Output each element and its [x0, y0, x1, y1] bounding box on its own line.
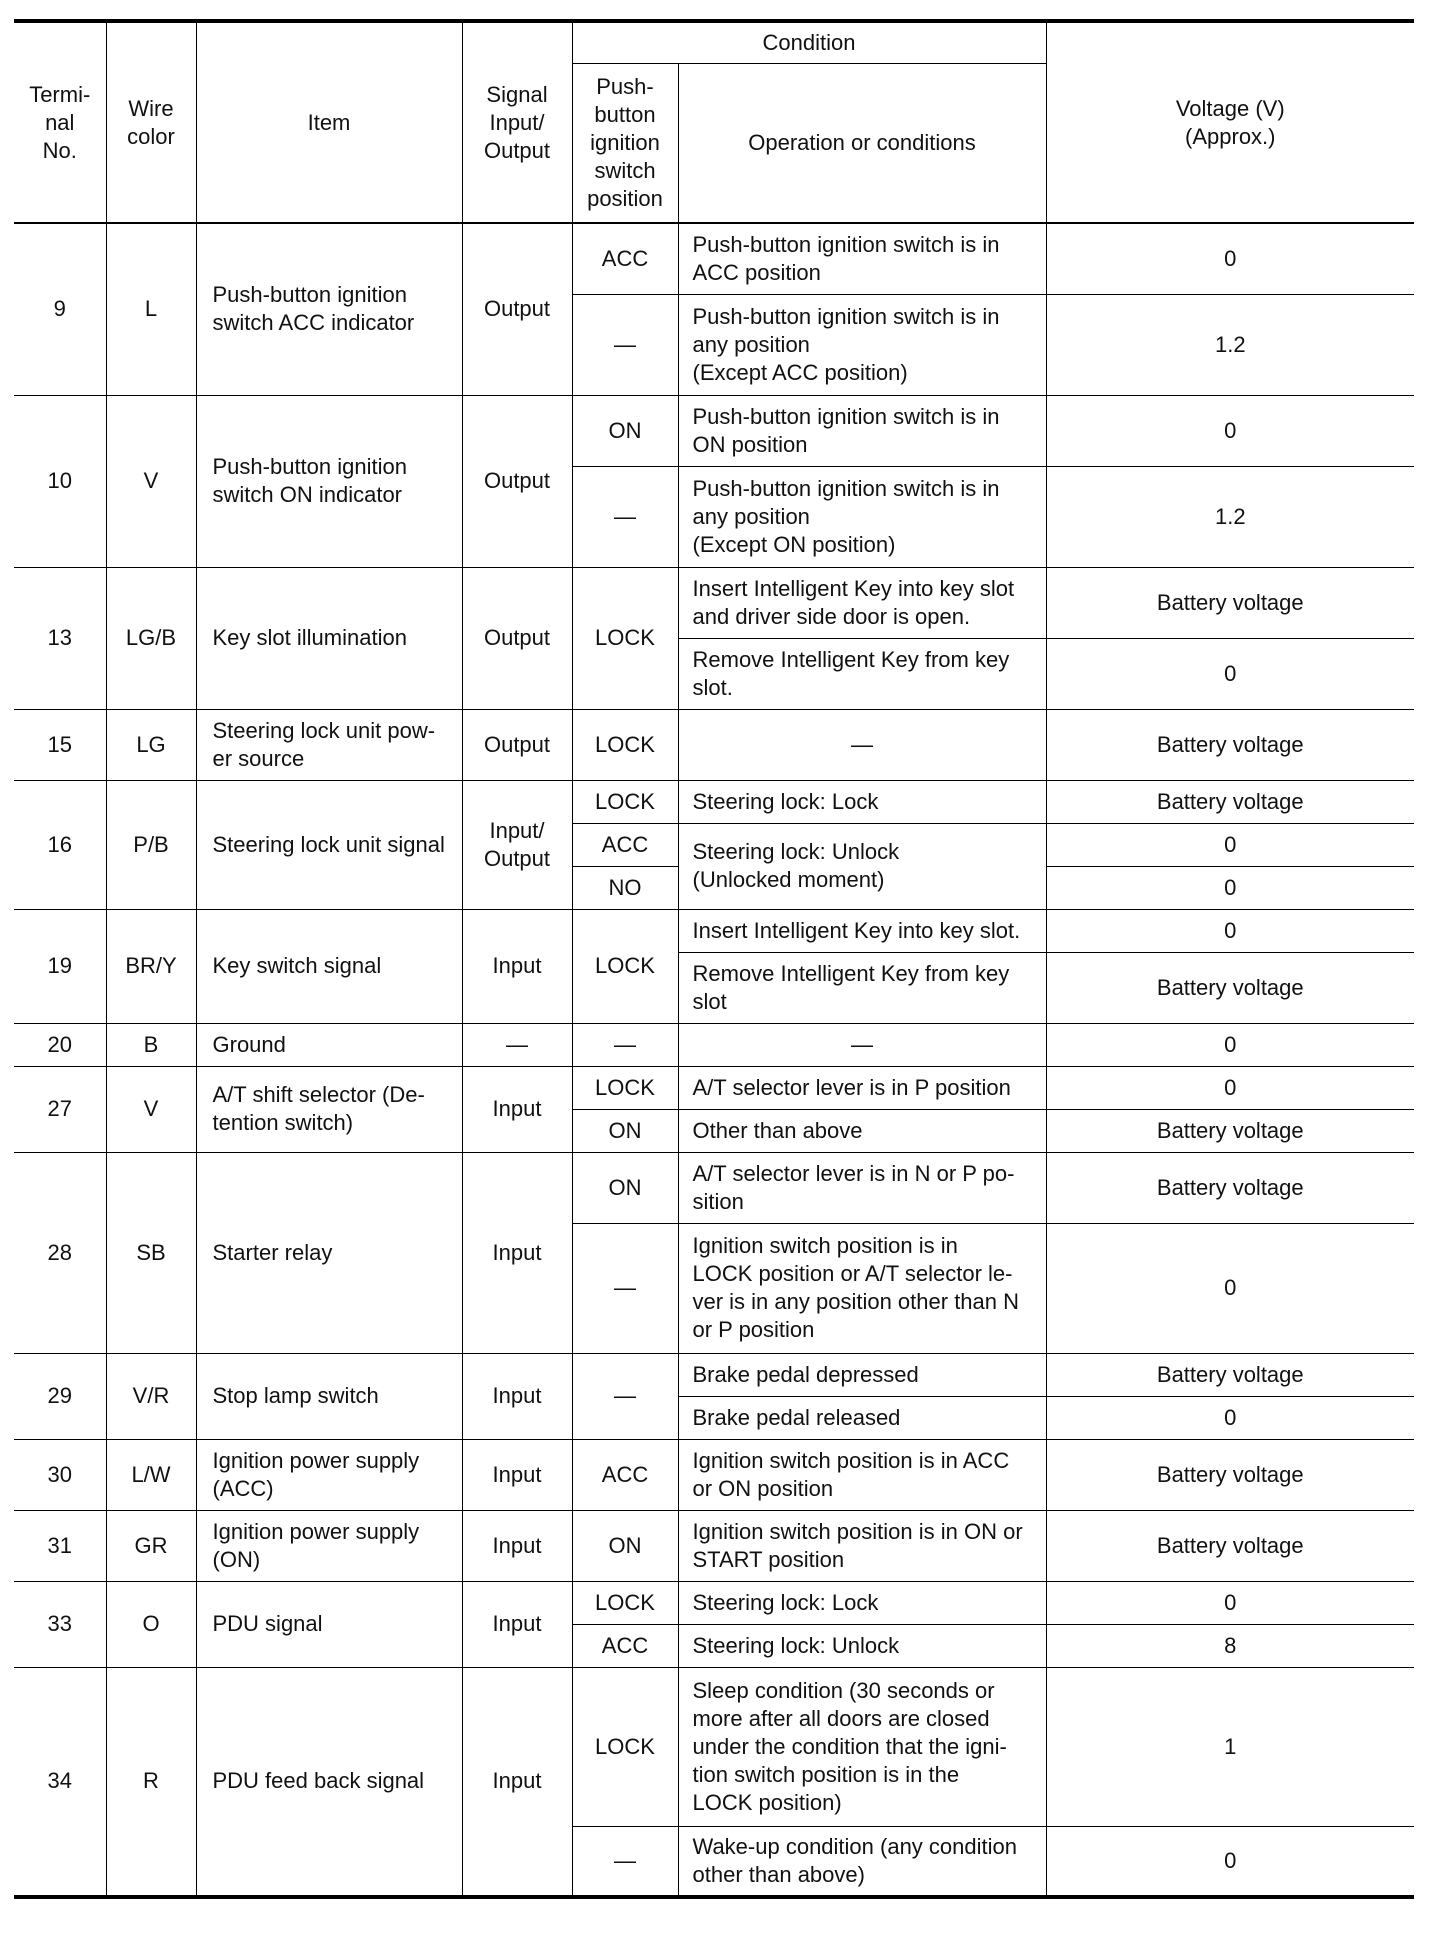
voltage-value: Battery voltage: [1046, 1152, 1414, 1223]
terminal-no: 30: [14, 1439, 106, 1510]
terminal-no: 10: [14, 395, 106, 567]
voltage-value: 0: [1046, 1396, 1414, 1439]
voltage-value: Battery voltage: [1046, 709, 1414, 780]
item-name: Steering lock unit pow- er source: [196, 709, 462, 780]
terminal-no: 28: [14, 1152, 106, 1353]
item-name: PDU feed back signal: [196, 1667, 462, 1897]
item-name: Push-button ignition switch ON indicator: [196, 395, 462, 567]
operation-condition: Sleep condition (30 seconds or more after all doors are closed under the condition that the igni- tion switch position is in the LOCK position): [678, 1667, 1046, 1826]
voltage-value: 0: [1046, 223, 1414, 294]
voltage-value: 0: [1046, 1023, 1414, 1066]
signal-io: Input: [462, 1152, 572, 1353]
voltage-value: 0: [1046, 1581, 1414, 1624]
operation-condition: Ignition switch position is in ON or START position: [678, 1510, 1046, 1581]
header-signal-io: Signal Input/ Output: [462, 21, 572, 223]
signal-io: Input/ Output: [462, 780, 572, 909]
voltage-value: Battery voltage: [1046, 567, 1414, 638]
item-name: Ground: [196, 1023, 462, 1066]
signal-io: Input: [462, 1581, 572, 1667]
switch-position: —: [572, 1826, 678, 1897]
item-name: Key slot illumination: [196, 567, 462, 709]
switch-position: LOCK: [572, 567, 678, 709]
switch-position: ON: [572, 395, 678, 466]
voltage-value: 0: [1046, 395, 1414, 466]
table-row: [14, 1667, 1414, 1826]
table-row: [14, 1439, 1414, 1510]
table-row: [14, 780, 1414, 823]
switch-position: ON: [572, 1152, 678, 1223]
switch-position: —: [572, 1223, 678, 1353]
operation-condition: Steering lock: Unlock: [678, 1624, 1046, 1667]
operation-condition: Steering lock: Unlock (Unlocked moment): [678, 823, 1046, 909]
signal-io: Input: [462, 1510, 572, 1581]
operation-condition: Steering lock: Lock: [678, 1581, 1046, 1624]
voltage-value: 0: [1046, 1826, 1414, 1897]
switch-position: ON: [572, 1109, 678, 1152]
wire-color: O: [106, 1581, 196, 1667]
item-name: Steering lock unit signal: [196, 780, 462, 909]
wire-color: L/W: [106, 1439, 196, 1510]
signal-io: Input: [462, 1066, 572, 1152]
operation-condition: A/T selector lever is in N or P po- sition: [678, 1152, 1046, 1223]
table-row: [14, 1152, 1414, 1223]
wire-color: V/R: [106, 1353, 196, 1439]
switch-position: —: [572, 294, 678, 395]
operation-condition: —: [678, 709, 1046, 780]
signal-io: —: [462, 1023, 572, 1066]
operation-condition: Ignition switch position is in ACC or ON position: [678, 1439, 1046, 1510]
terminal-no: 20: [14, 1023, 106, 1066]
voltage-value: 0: [1046, 1066, 1414, 1109]
switch-position: LOCK: [572, 780, 678, 823]
operation-condition: Push-button ignition switch is in ON position: [678, 395, 1046, 466]
table-row: [14, 395, 1414, 466]
switch-position: ACC: [572, 223, 678, 294]
voltage-value: 1: [1046, 1667, 1414, 1826]
terminal-no: 27: [14, 1066, 106, 1152]
wire-color: L: [106, 223, 196, 395]
wire-color: LG: [106, 709, 196, 780]
operation-condition: Remove Intelligent Key from key slot.: [678, 638, 1046, 709]
voltage-value: Battery voltage: [1046, 1353, 1414, 1396]
voltage-value: Battery voltage: [1046, 1510, 1414, 1581]
switch-position: —: [572, 1353, 678, 1439]
signal-io: Output: [462, 223, 572, 395]
voltage-value: 1.2: [1046, 294, 1414, 395]
operation-condition: Wake-up condition (any condition other than above): [678, 1826, 1046, 1897]
header-condition: Condition: [572, 21, 1046, 63]
header-wire-color: Wire color: [106, 21, 196, 223]
wire-color: B: [106, 1023, 196, 1066]
switch-position: ACC: [572, 1439, 678, 1510]
item-name: Key switch signal: [196, 909, 462, 1023]
item-name: A/T shift selector (De- tention switch): [196, 1066, 462, 1152]
voltage-value: 8: [1046, 1624, 1414, 1667]
switch-position: LOCK: [572, 1581, 678, 1624]
operation-condition: Remove Intelligent Key from key slot: [678, 952, 1046, 1023]
item-name: PDU signal: [196, 1581, 462, 1667]
signal-io: Input: [462, 1667, 572, 1897]
terminal-no: 34: [14, 1667, 106, 1897]
table-row: [14, 1023, 1414, 1066]
terminal-table-page: [14, 19, 1414, 1899]
item-name: Ignition power supply (ACC): [196, 1439, 462, 1510]
table-row: [14, 909, 1414, 952]
header-switch-position: Push- button ignition switch position: [572, 63, 678, 223]
header-item: Item: [196, 21, 462, 223]
operation-condition: Insert Intelligent Key into key slot and driver side door is open.: [678, 567, 1046, 638]
wire-color: LG/B: [106, 567, 196, 709]
table-row: [14, 709, 1414, 780]
table-row: [14, 567, 1414, 638]
wire-color: P/B: [106, 780, 196, 909]
switch-position: ON: [572, 1510, 678, 1581]
switch-position: —: [572, 1023, 678, 1066]
voltage-value: Battery voltage: [1046, 780, 1414, 823]
switch-position: —: [572, 466, 678, 567]
voltage-value: 0: [1046, 1223, 1414, 1353]
voltage-value: 1.2: [1046, 466, 1414, 567]
table-row: [14, 223, 1414, 294]
table-row: [14, 1066, 1414, 1109]
signal-io: Input: [462, 909, 572, 1023]
terminal-no: 29: [14, 1353, 106, 1439]
signal-io: Output: [462, 395, 572, 567]
operation-condition: Push-button ignition switch is in ACC position: [678, 223, 1046, 294]
item-name: Push-button ignition switch ACC indicator: [196, 223, 462, 395]
header-terminal-no: Termi- nal No.: [14, 21, 106, 223]
signal-io: Input: [462, 1439, 572, 1510]
switch-position: LOCK: [572, 1667, 678, 1826]
terminal-no: 19: [14, 909, 106, 1023]
operation-condition: Push-button ignition switch is in any position (Except ON position): [678, 466, 1046, 567]
voltage-value: Battery voltage: [1046, 1439, 1414, 1510]
header-voltage: Voltage (V) (Approx.): [1046, 21, 1414, 223]
wire-color: R: [106, 1667, 196, 1897]
voltage-value: Battery voltage: [1046, 952, 1414, 1023]
terminal-no: 13: [14, 567, 106, 709]
terminal-no: 16: [14, 780, 106, 909]
switch-position: ACC: [572, 1624, 678, 1667]
header-operation: Operation or conditions: [678, 63, 1046, 223]
operation-condition: Insert Intelligent Key into key slot.: [678, 909, 1046, 952]
operation-condition: Other than above: [678, 1109, 1046, 1152]
signal-io: Output: [462, 567, 572, 709]
terminal-inspection-table: [14, 19, 1414, 1899]
switch-position: LOCK: [572, 1066, 678, 1109]
switch-position: LOCK: [572, 709, 678, 780]
wire-color: BR/Y: [106, 909, 196, 1023]
terminal-no: 31: [14, 1510, 106, 1581]
item-name: Starter relay: [196, 1152, 462, 1353]
operation-condition: Push-button ignition switch is in any position (Except ACC position): [678, 294, 1046, 395]
operation-condition: —: [678, 1023, 1046, 1066]
signal-io: Output: [462, 709, 572, 780]
table-row: [14, 1581, 1414, 1624]
item-name: Stop lamp switch: [196, 1353, 462, 1439]
operation-condition: Brake pedal released: [678, 1396, 1046, 1439]
table-row: [14, 1510, 1414, 1581]
voltage-value: Battery voltage: [1046, 1109, 1414, 1152]
voltage-value: 0: [1046, 866, 1414, 909]
wire-color: V: [106, 1066, 196, 1152]
terminal-no: 15: [14, 709, 106, 780]
voltage-value: 0: [1046, 638, 1414, 709]
item-name: Ignition power supply (ON): [196, 1510, 462, 1581]
operation-condition: Ignition switch position is in LOCK position or A/T selector le- ver is in any position other than N or P position: [678, 1223, 1046, 1353]
wire-color: V: [106, 395, 196, 567]
operation-condition: Steering lock: Lock: [678, 780, 1046, 823]
operation-condition: A/T selector lever is in P position: [678, 1066, 1046, 1109]
voltage-value: 0: [1046, 909, 1414, 952]
voltage-value: 0: [1046, 823, 1414, 866]
switch-position: LOCK: [572, 909, 678, 1023]
switch-position: ACC: [572, 823, 678, 866]
wire-color: GR: [106, 1510, 196, 1581]
switch-position: NO: [572, 866, 678, 909]
signal-io: Input: [462, 1353, 572, 1439]
terminal-no: 9: [14, 223, 106, 395]
table-row: [14, 1353, 1414, 1396]
wire-color: SB: [106, 1152, 196, 1353]
operation-condition: Brake pedal depressed: [678, 1353, 1046, 1396]
terminal-no: 33: [14, 1581, 106, 1667]
